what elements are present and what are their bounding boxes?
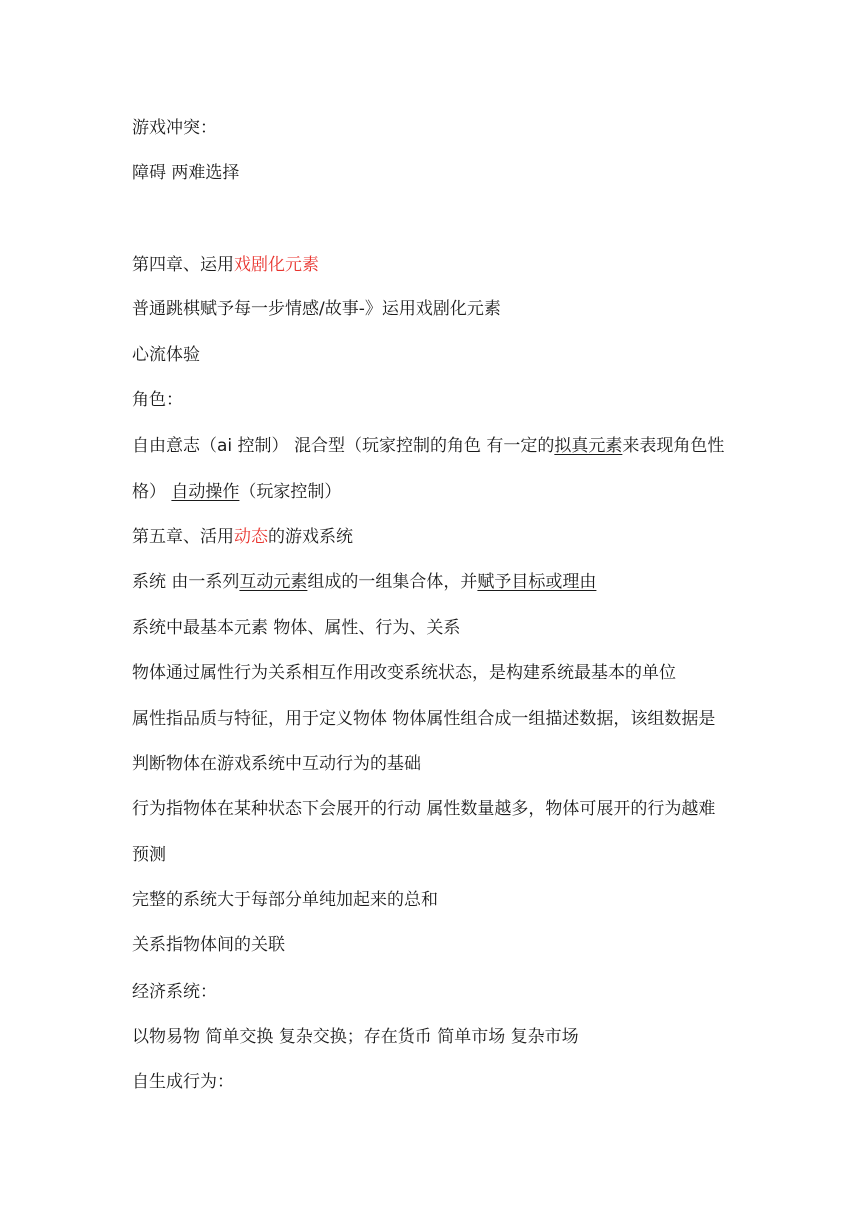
line-text: 预测 xyxy=(132,845,166,865)
text-line xyxy=(132,752,421,776)
text-line xyxy=(132,707,715,731)
text-line xyxy=(132,1070,234,1094)
line-text: （玩家控制） xyxy=(239,482,342,502)
underlined-term: 赋予目标或理由 xyxy=(477,572,597,592)
text-line xyxy=(132,980,217,1004)
text-line xyxy=(132,480,341,504)
text-line xyxy=(132,933,285,957)
highlighted-term: 戏剧化元素 xyxy=(234,255,319,275)
chapter-5-heading xyxy=(132,525,353,549)
line-text: 属性指品质与特征，用于定义物体 物体属性组合成一组描述数据，该组数据是 xyxy=(132,709,716,729)
line-text: 自由意志（ai 控制） 混合型（玩家控制的角色 有一定的 xyxy=(132,436,555,456)
text-line xyxy=(132,570,596,594)
text-line xyxy=(132,843,166,867)
line-text: 游戏冲突： xyxy=(132,118,217,138)
text-line xyxy=(132,1025,579,1049)
text-line xyxy=(132,888,438,912)
underlined-term: 自动操作 xyxy=(171,482,240,502)
text-line xyxy=(132,797,715,821)
line-text: 系统中最基本元素 物体、属性、行为、关系 xyxy=(132,618,461,638)
chapter-4-heading xyxy=(132,253,319,277)
line-text: 角色： xyxy=(132,390,183,410)
highlighted-term: 动态 xyxy=(234,527,268,547)
line-text: 判断物体在游戏系统中互动行为的基础 xyxy=(132,754,421,774)
text-line xyxy=(132,116,217,140)
heading-text: 第五章、活用 xyxy=(132,527,234,547)
underlined-term: 互动元素 xyxy=(239,572,308,592)
text-line xyxy=(132,388,183,412)
line-text: 物体通过属性行为关系相互作用改变系统状态，是构建系统最基本的单位 xyxy=(132,663,676,683)
line-text: 自生成行为： xyxy=(132,1072,234,1092)
heading-text: 第四章、运用 xyxy=(132,255,234,275)
underlined-term: 拟真元素 xyxy=(554,436,623,456)
line-text: 系统 由一系列 xyxy=(132,572,240,592)
line-text: 完整的系统大于每部分单纯加起来的总和 xyxy=(132,890,438,910)
text-line xyxy=(132,297,501,321)
heading-text: 的游戏系统 xyxy=(268,527,353,547)
line-text: 心流体验 xyxy=(132,345,200,365)
line-text: 来表现角色性 xyxy=(622,436,725,456)
text-line xyxy=(132,161,239,185)
line-text: 关系指物体间的关联 xyxy=(132,935,285,955)
line-text: 组成的一组集合体，并 xyxy=(307,572,478,592)
text-line xyxy=(132,616,460,640)
text-line xyxy=(132,434,724,458)
line-text: 经济系统： xyxy=(132,982,217,1002)
text-line xyxy=(132,343,200,367)
line-text: 以物易物 简单交换 复杂交换；存在货币 简单市场 复杂市场 xyxy=(132,1027,579,1047)
line-text: 格） xyxy=(132,482,172,502)
line-text: 障碍 两难选择 xyxy=(132,163,240,183)
line-text: 行为指物体在某种状态下会展开的行动 属性数量越多，物体可展开的行为越难 xyxy=(132,799,716,819)
line-text: 普通跳棋赋予每一步情感/故事-》运用戏剧化元素 xyxy=(132,299,501,319)
text-line xyxy=(132,661,676,685)
